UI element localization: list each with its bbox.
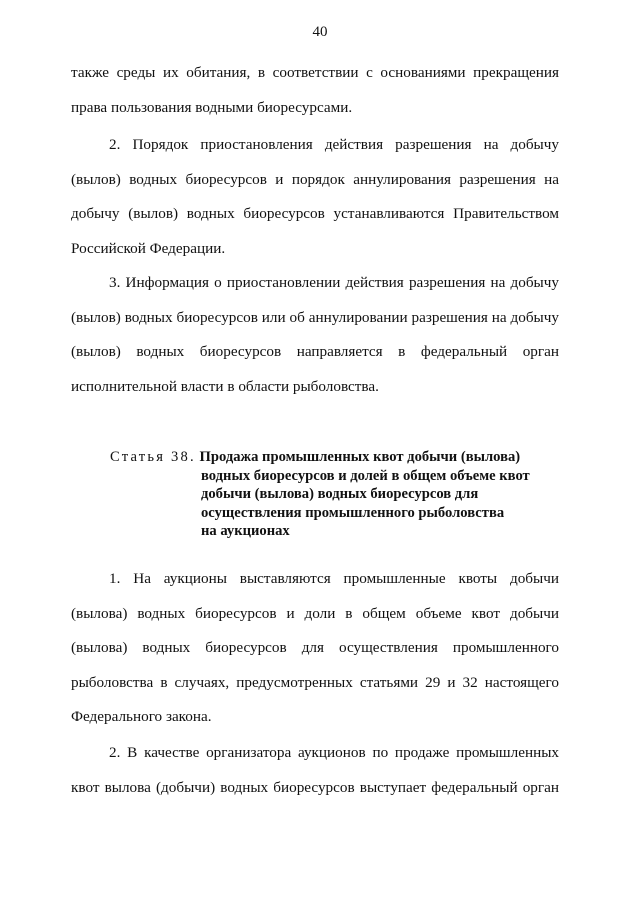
text-line: рыболовства в случаях, предусмотренных статьями 29 и 32 настоящего — [71, 673, 559, 691]
paragraph-2 — [71, 128, 559, 266]
text-line: 2. Порядок приостановления действия разрешения на добычу — [109, 136, 559, 153]
text-line: (вылов) водных биоресурсов или об аннулировании разрешения на добычу — [71, 308, 559, 326]
text-line: (вылова) водных биоресурсов для осуществления промышленного — [71, 639, 559, 657]
text-line: добычу (вылов) водных биоресурсов устанавливаются Правительством — [71, 205, 559, 223]
text-line: (вылова) водных биоресурсов и доли в общем объеме квот добычи — [71, 604, 559, 622]
text-line: также среды их обитания, в соответствии с основаниями прекращения — [71, 64, 559, 81]
article-title-line: Продажа промышленных квот добычи (вылова) — [199, 449, 521, 465]
text-line: 3. Информация о приостановлении действия разрешения на добычу — [109, 274, 559, 291]
text-line: 2. В качестве организатора аукционов по продаже промышленных — [109, 744, 559, 761]
text-line: (вылов) водных биоресурсов направляется в федеральный орган — [71, 343, 559, 361]
text-line: (вылов) водных биоресурсов и порядок аннулирования разрешения на — [71, 170, 559, 188]
text-line: квот вылова (добычи) водных биоресурсов выступает федеральный орган — [71, 778, 559, 796]
text-line: права пользования водными биоресурсами. — [71, 98, 353, 116]
article-heading — [110, 448, 580, 541]
article-number: Статья 38. — [110, 449, 196, 465]
paragraph-3 — [71, 266, 559, 404]
article-title-line: водных биоресурсов и долей в общем объеме квот — [201, 467, 530, 484]
text-line: Федерального закона. — [71, 708, 212, 726]
article-title-line: осуществления промышленного рыболовства — [201, 504, 505, 521]
article-title-line: добычи (вылова) водных биоресурсов для — [201, 486, 479, 502]
paragraph-continuation — [71, 56, 559, 125]
text-line: 1. На аукционы выставляются промышленные квоты добычи — [109, 570, 559, 587]
text-line: исполнительной власти в области рыболовства. — [71, 377, 379, 395]
article-paragraph-1 — [71, 562, 559, 735]
text-line: Российской Федерации. — [71, 239, 226, 257]
article-title-line: на аукционах — [201, 523, 290, 539]
page-number: 40 — [312, 24, 328, 40]
article-paragraph-2 — [71, 736, 559, 805]
